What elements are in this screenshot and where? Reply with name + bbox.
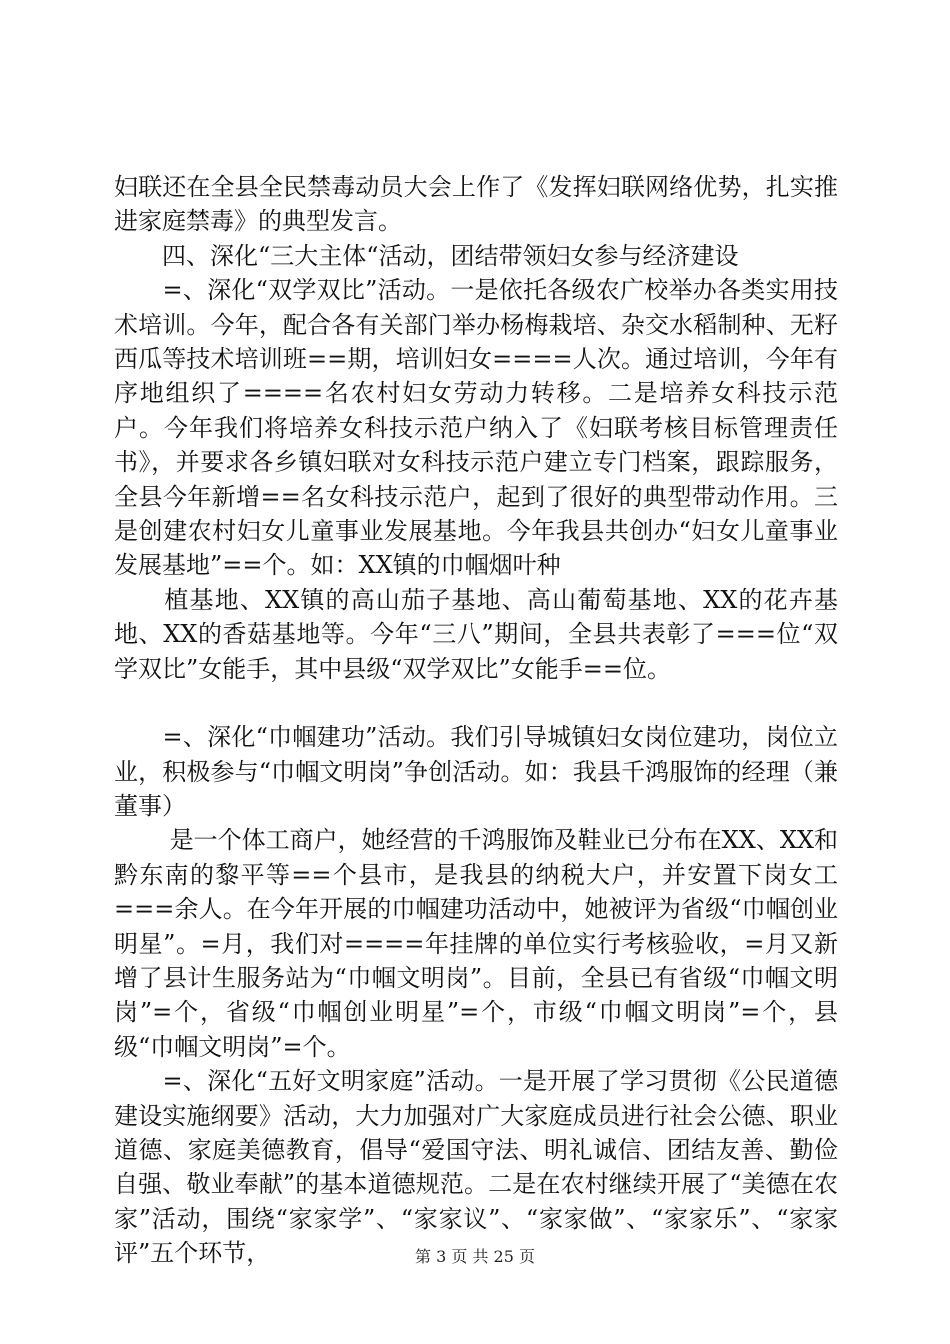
paragraph-4: 植基地、XX镇的高山茄子基地、高山葡萄基地、XX的花卉基地、XX的香菇基地等。今年“三八”期间，全县共表彰了===位“双学双比”女能手，其中县级“双学双比”女能手==位。 [114, 585, 838, 683]
paragraph-6: 是一个体工商户，她经营的千鸿服饰及鞋业已分布在XX、XX和黔东南的黎平等==个县市，是我县的纳税大户，并安置下岗女工===余人。在今年开展的巾帼建功活动中，她被评为省级“巾帼创业明星”。=月，我们对====年挂牌的单位实行考核验收，=月又新增了县计生服务站为“巾帼文明岗”。目前，全县已有省级“巾帼文明岗”=个，省级“巾帼创业明星”=个，市级“巾帼文明岗”=个，县级“巾帼文明岗”=个。 [114, 826, 838, 1061]
paragraph-7: =、深化“五好文明家庭”活动。一是开展了学习贯彻《公民道德建设实施纲要》活动，大力加强对广大家庭成员进行社会公德、职业道德、家庭美德教育，倡导“爱国守法、明礼诚信、团结友善、勤俭自强、敬业奉献”的基本道德规范。二是在农村继续开展了“美德在农家”活动，围绕“家家学”、“家家议”、“家家做”、“家家乐”、“家家评”五个环节， [114, 1067, 838, 1268]
paragraph-1: 妇联还在全县全民禁毒动员大会上作了《发挥妇联网络优势，扎实推进家庭禁毒》的典型发言。 [114, 173, 838, 236]
paragraph-2-section-heading: 四、深化“三大主体“活动，团结带领妇女参与经济建设 [114, 241, 739, 270]
paragraph-spacer [114, 686, 838, 720]
document-body [114, 170, 838, 1271]
page-number-footer: 第 3 页 共 25 页 [415, 1247, 535, 1266]
paragraph-3: =、深化“双学双比”活动。一是依托各级农广校举办各类实用技术培训。今年，配合各有关部门举办杨梅栽培、杂交水稻制种、无籽西瓜等技术培训班==期，培训妇女====人次。通过培训，今年有序地组织了====名农村妇女劳动力转移。二是培养女科技示范户。今年我们将培养女科技示范户纳入了《妇联考核目标管理责任书》，并要求各乡镇妇联对女科技示范户建立专门档案，跟踪服务，全县今年新增==名女科技示范户，起到了很好的典型带动作用。三是创建农村妇女儿童事业发展基地。今年我县共创办“妇女儿童事业发展基地”==个。如：XX镇的巾帼烟叶种 [114, 276, 838, 580]
paragraph-5: =、深化“巾帼建功”活动。我们引导城镇妇女岗位建功，岗位立业，积极参与“巾帼文明岗”争创活动。如：我县千鸿服饰的经理（兼董事） [114, 723, 838, 820]
